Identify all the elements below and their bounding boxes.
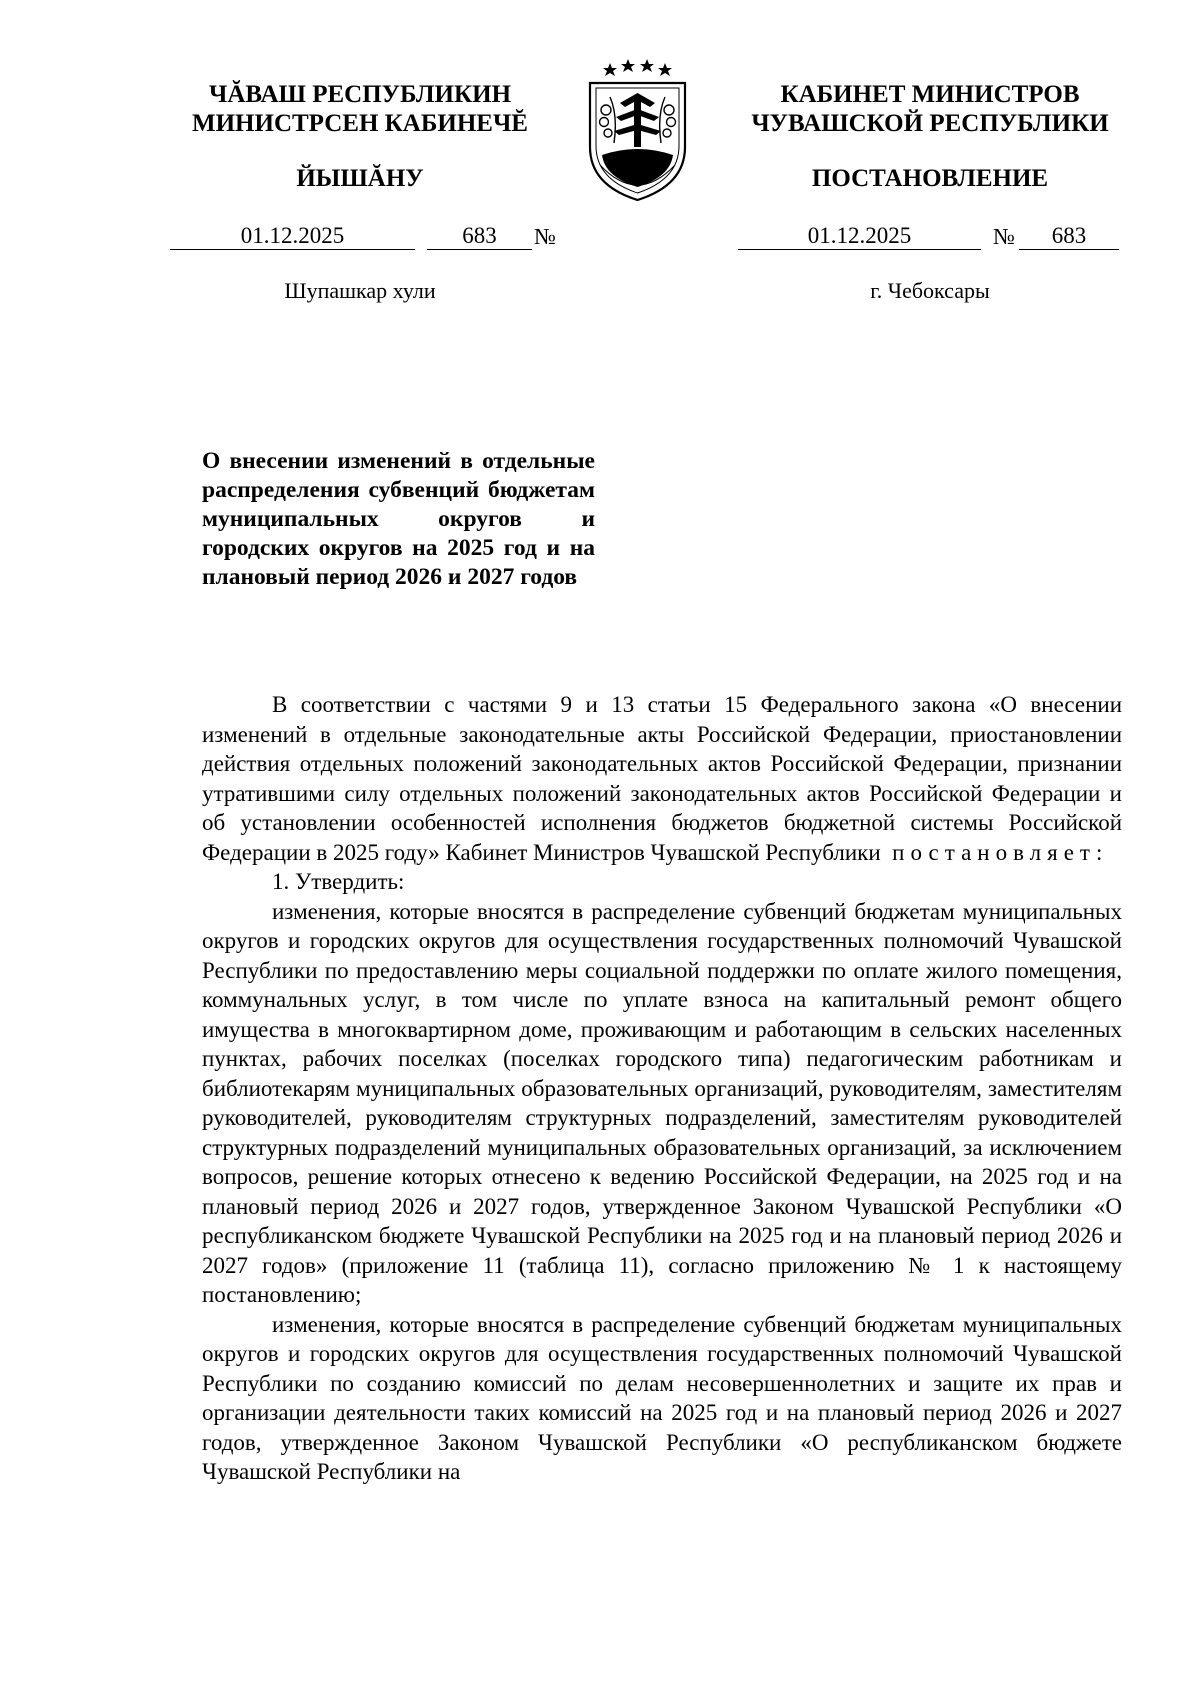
place-right: г. Чебоксары	[870, 278, 990, 303]
doc-type-left: ЙЫШĂНУ	[296, 165, 424, 192]
doc-type-right: ПОСТАНОВЛЕНИЕ	[811, 165, 1049, 192]
paragraph-item-1: 1. Утвердить:	[272, 869, 405, 894]
number-field-right: 683	[1019, 223, 1119, 250]
number-sign-left: №	[534, 224, 556, 249]
header-right-line2: ЧУВАШСКОЙ РЕСПУБЛИКИ	[751, 110, 1109, 137]
paragraph-changes-1: изменения, которые вносятся в распределение субвенций бюджетам муниципальных округов и городских округов для осуществления государственных полномочий Чувашской Республики по предоставлению меры социальной поддержки по оплате жилого помещения, коммунальных услуг, в том числе по уплате взноса на капитальный ремонт общего имущества в многоквартирном доме, проживающим и работающим в сельских населенных пунктах, рабочих поселках (поселках городского типа) педагогическим работникам и библиотекарям муниципальных образовательных организаций, руководителям, заместителям руководителей, руководителям структурных подразделений, заместителям руководителей структурных подразделений муниципальных образовательных организаций, за исключением вопросов, решение которых отнесено к ведению Российской Федерации, на 2025 год и на плановый период 2026 и 2027 годов, утвержденное Законом Чувашской Республики «О республиканском бюджете Чувашской Республики на 2025 год и на плановый период 2026 и 2027 годов» (приложение 11 (таблица 11), согласно приложению № 1 к настоящему постановлению;	[202, 898, 1122, 1307]
chuvash-republic-emblem-icon	[570, 55, 705, 205]
header-right	[720, 80, 1140, 138]
paragraph-preamble	[202, 690, 1122, 867]
paragraph-changes-2: изменения, которые вносятся в распределение субвенций бюджетам муниципальных округов и городских округов для осуществления государственных полномочий Чувашской Республики по созданию комиссий по делам несовершеннолетних и защите их прав и организации деятельности таких комиссий на 2025 год и на плановый период 2026 и 2027 годов, утвержденное Законом Чувашской Республики «О республиканском бюджете Чувашской Республики на	[202, 1311, 1122, 1484]
header-left-line1: ЧĂВАШ РЕСПУБЛИКИН	[208, 81, 512, 108]
registration-left	[170, 222, 558, 250]
header-left-line2: МИНИСТРСЕН КАБИНЕЧĔ	[192, 110, 528, 137]
date-field-right: 01.12.2025	[738, 223, 981, 250]
number-sign-right: №	[993, 224, 1015, 249]
document-body	[202, 690, 1122, 1487]
resolves-word: постановляет:	[892, 839, 1109, 865]
date-field-left: 01.12.2025	[170, 223, 415, 250]
header-left	[165, 80, 555, 138]
header-right-line1: КАБИНЕТ МИНИСТРОВ	[780, 81, 1080, 108]
registration-right	[738, 222, 1119, 250]
preamble-text: В соответствии с частями 9 и 13 статьи 15 Федерального закона «О внесении изменений в отдельные законодательные акты Российской Федерации, приостановлении действия отдельных положений законодательных актов Российской Федерации, признании утратившими силу отдельных положений законодательных актов Российской Федерации и об установлении особенностей исполнения бюджетов бюджетной системы Российской Федерации в 2025 году» Кабинет Министров Чувашской Республики	[202, 692, 1122, 865]
place-left: Шупашкар хули	[284, 278, 436, 303]
document-title: О внесении изменений в отдельные распределения субвенций бюджетам муниципальных округов и городских округов на 2025 год и на плановый период 2026 и 2027 годов	[202, 448, 595, 590]
number-field-left: 683	[427, 223, 532, 250]
